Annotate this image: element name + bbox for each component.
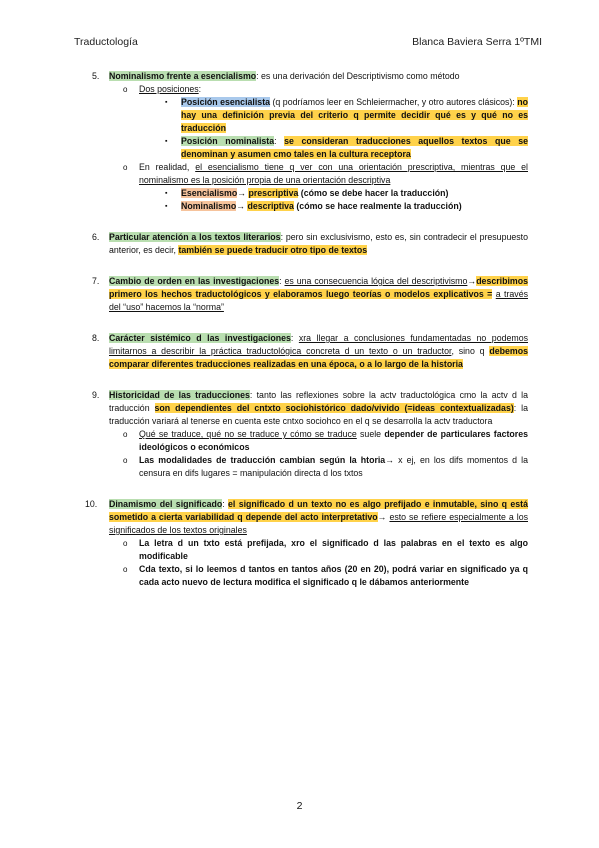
sub-item bbox=[109, 537, 528, 563]
item-text: , sino q bbox=[451, 346, 490, 356]
item-number: 8. bbox=[92, 333, 100, 343]
circle-bullet-icon: o bbox=[123, 565, 128, 574]
item-text: : bbox=[290, 333, 299, 343]
item-number: 5. bbox=[92, 71, 100, 81]
header-right: Blanca Baviera Serra 1ºTMI bbox=[412, 36, 542, 48]
sub-item-text: suele bbox=[356, 429, 385, 439]
highlight-text: prescriptiva bbox=[248, 188, 299, 198]
item-title: Cambio de orden en las investigaciones bbox=[109, 276, 280, 286]
highlight-text: descriptiva bbox=[247, 201, 294, 211]
item-text: : pero sin exclusivismo, esto es, sin contradecir el presupuesto anterior, es decir, bbox=[109, 232, 528, 255]
highlight-text: el significado d un texto no es algo prefijado e inmutable, sino q está sometido a cierta variabilidad q depende del acto interpretativo bbox=[109, 499, 528, 522]
term-label: Nominalismo bbox=[181, 201, 237, 211]
underlined-text: el esencialismo tiene q ver con una orientación prescriptiva, mientras que el nominalismo es la posición propia de una orientación descriptiva bbox=[139, 162, 528, 185]
bold-text: Cda texto, si lo leemos d tantos en tantos años (20 en 20), podrá variar en significado ya q cada acto nuevo de lectura modifica el significado q le dábamos anteriormente bbox=[139, 564, 528, 587]
bold-text: Las modalidades de traducción cambian según la htoria bbox=[139, 455, 386, 465]
position-text: : bbox=[274, 136, 285, 146]
square-bullet-icon: ▪ bbox=[165, 99, 168, 106]
sub-item bbox=[109, 83, 528, 96]
highlight-text: debemos comparar diferentes traducciones realizadas en una época, o a lo largo de la historia bbox=[109, 346, 528, 369]
arrow-icon: → bbox=[237, 188, 249, 198]
square-bullet-icon: ▪ bbox=[165, 203, 168, 210]
header-left: Traductología bbox=[74, 36, 138, 48]
circle-bullet-icon: o bbox=[123, 539, 128, 548]
item-text: : tanto las reflexiones sobre la actv traductológica cmo la actv d la traducción bbox=[109, 390, 528, 413]
sub-item-text: Dos posiciones bbox=[139, 84, 199, 94]
sub-sub-item bbox=[109, 135, 528, 161]
list-item-8 bbox=[92, 332, 528, 371]
sub-item-text: : bbox=[198, 84, 202, 94]
sub-sub-item bbox=[109, 96, 528, 135]
item-number: 6. bbox=[92, 232, 100, 242]
sub-sub-item bbox=[109, 187, 528, 200]
circle-bullet-icon: o bbox=[123, 430, 128, 439]
sub-item bbox=[109, 428, 528, 454]
underlined-text: esto se refiere especialmente a los significados de los textos originales bbox=[109, 512, 528, 535]
item-title: Carácter sistémico d las investigaciones bbox=[109, 333, 291, 343]
arrow-icon: → bbox=[377, 512, 390, 522]
underlined-text: xra llegar a conclusiones fundamentadas no podemos limitarnos a describir la práctica traductológica concreta d un texto o un traductor bbox=[109, 333, 528, 356]
circle-bullet-icon: o bbox=[123, 85, 128, 94]
sub-item bbox=[109, 161, 528, 187]
bold-text: La letra d un txto está prefijada, xro el significado d las palabras en el texto es algo modificable bbox=[139, 538, 528, 561]
item-text: : bbox=[222, 499, 229, 509]
highlight-text: se consideran traducciones aquellos textos que se denominan y asumen cmo tales en la cultura receptora bbox=[181, 136, 528, 159]
item-title: Historicidad de las traducciones bbox=[109, 390, 250, 400]
sub-item-text: En realidad, bbox=[139, 162, 196, 172]
square-bullet-icon: ▪ bbox=[165, 138, 168, 145]
underlined-text: a través del “uso” hacemos la “norma” bbox=[109, 289, 528, 312]
term-label: Esencialismo bbox=[181, 188, 238, 198]
circle-bullet-icon: o bbox=[123, 456, 128, 465]
arrow-icon: → bbox=[467, 276, 477, 286]
item-text: : es una derivación del Descriptivismo como método bbox=[256, 71, 460, 81]
underlined-text: Qué se traduce, qué no se traduce y cómo se traduce bbox=[139, 429, 357, 439]
arrow-icon: → bbox=[236, 201, 248, 211]
list-item-10 bbox=[85, 498, 528, 589]
sub-item bbox=[109, 454, 528, 480]
highlight-text: no hay una definición previa del criterio q permite decidir qué es y qué no es traducción bbox=[181, 97, 528, 133]
square-bullet-icon: ▪ bbox=[165, 190, 168, 197]
list-item-6 bbox=[92, 231, 528, 257]
list-item-5 bbox=[92, 70, 528, 213]
item-title: Dinamismo del significado bbox=[109, 499, 223, 509]
sub-sub-item bbox=[109, 200, 528, 213]
position-title: Posición esencialista bbox=[181, 97, 271, 107]
item-number: 9. bbox=[92, 390, 100, 400]
sub-item-text: → x ej, en los difs momentos d la censura en difs lugares = manipulación directa d los txtos bbox=[139, 455, 528, 478]
highlight-text: son dependientes del cntxto sociohistórico dado/vivido (=ideas contextualizadas) bbox=[154, 403, 514, 413]
item-number: 7. bbox=[92, 276, 100, 286]
list-item-9 bbox=[92, 389, 528, 480]
bold-text: depender de particulares factores ideológicos o económicos bbox=[139, 429, 529, 452]
item-title: Nominalismo frente a esencialismo bbox=[109, 71, 257, 81]
position-title: Posición nominalista bbox=[181, 136, 275, 146]
sub-item bbox=[109, 563, 528, 589]
position-text: (q podríamos leer en Schleiermacher, y otro autores clásicos): bbox=[270, 97, 518, 107]
list-item-7 bbox=[92, 275, 528, 314]
item-text: : la traducción variará al tenerse en cuenta este cntxo sociohco en el q se desarrolla la actv traductora bbox=[109, 403, 528, 426]
circle-bullet-icon: o bbox=[123, 163, 128, 172]
term-text: (cómo se debe hacer la traducción) bbox=[298, 188, 449, 198]
item-number: 10. bbox=[85, 499, 98, 509]
item-text: : bbox=[279, 276, 285, 286]
underlined-text: es una consecuencia lógica del descriptivismo bbox=[284, 276, 468, 286]
document-body bbox=[85, 70, 529, 607]
page-number: 2 bbox=[296, 800, 303, 812]
item-title: Particular atención a los textos literarios bbox=[109, 232, 281, 242]
term-text: (cómo se hace realmente la traducción) bbox=[293, 201, 462, 211]
highlight-text: también se puede traducir otro tipo de textos bbox=[178, 245, 368, 255]
highlight-text: describimos primero los hechos traductológicos y elaboramos luego teorías o modelos explicativos = bbox=[109, 276, 529, 299]
